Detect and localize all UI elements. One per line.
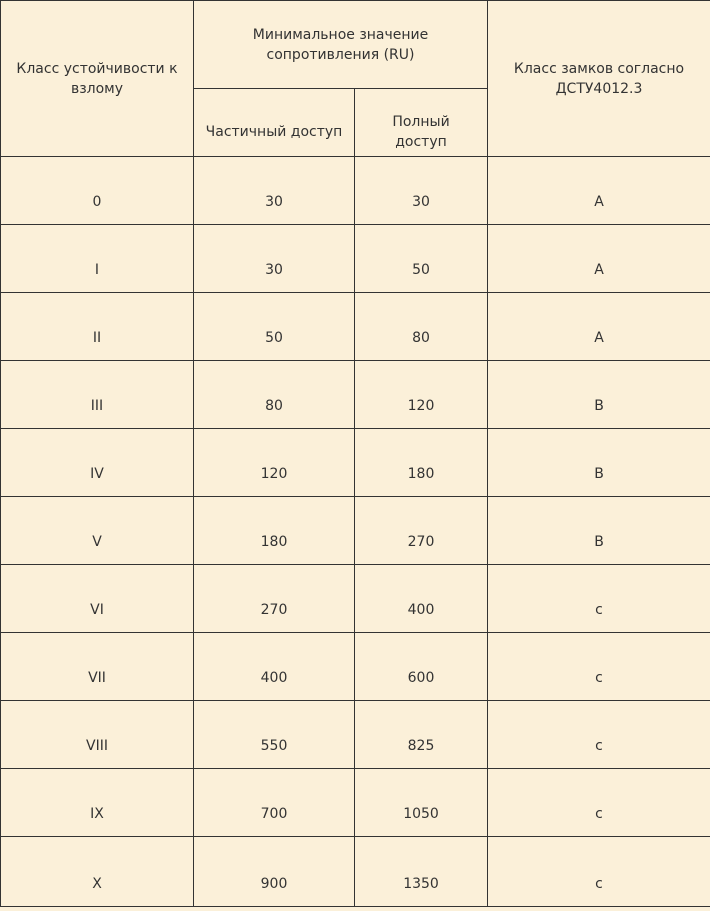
- header-row-top: [1, 1, 710, 89]
- cell-lock: A: [488, 293, 710, 361]
- table-row: [1, 429, 710, 497]
- cell-class: VII: [1, 633, 194, 701]
- cell-class: X: [1, 837, 194, 907]
- cell-lock: c: [488, 837, 710, 907]
- header-full-access: Полный доступ: [355, 89, 488, 157]
- cell-class: II: [1, 293, 194, 361]
- cell-partial: 400: [194, 633, 355, 701]
- table-row: [1, 633, 710, 701]
- table-row: [1, 565, 710, 633]
- cell-lock: B: [488, 361, 710, 429]
- cell-partial: 180: [194, 497, 355, 565]
- table-row: [1, 157, 710, 225]
- cell-lock: B: [488, 497, 710, 565]
- header-class: Класс устойчивости к взлому: [1, 1, 194, 157]
- cell-partial: 550: [194, 701, 355, 769]
- cell-full: 80: [355, 293, 488, 361]
- cell-lock: c: [488, 633, 710, 701]
- cell-full: 600: [355, 633, 488, 701]
- table-row: [1, 769, 710, 837]
- cell-class: VIII: [1, 701, 194, 769]
- cell-full: 270: [355, 497, 488, 565]
- cell-full: 400: [355, 565, 488, 633]
- cell-partial: 900: [194, 837, 355, 907]
- table-row: [1, 293, 710, 361]
- table-row: [1, 361, 710, 429]
- cell-lock: A: [488, 225, 710, 293]
- header-partial-access: Частичный доступ: [194, 89, 355, 157]
- table-row: [1, 701, 710, 769]
- cell-full: 180: [355, 429, 488, 497]
- cell-full: 825: [355, 701, 488, 769]
- cell-lock: c: [488, 701, 710, 769]
- cell-class: I: [1, 225, 194, 293]
- cell-class: III: [1, 361, 194, 429]
- cell-class: V: [1, 497, 194, 565]
- cell-partial: 120: [194, 429, 355, 497]
- table-body: [1, 1, 710, 907]
- cell-partial: 80: [194, 361, 355, 429]
- cell-lock: A: [488, 157, 710, 225]
- cell-full: 1050: [355, 769, 488, 837]
- cell-partial: 50: [194, 293, 355, 361]
- cell-lock: c: [488, 769, 710, 837]
- cell-class: IX: [1, 769, 194, 837]
- header-min-resistance: Минимальное значение сопротивления (RU): [194, 1, 488, 89]
- table-row: [1, 225, 710, 293]
- cell-full: 120: [355, 361, 488, 429]
- cell-full: 30: [355, 157, 488, 225]
- table-row: [1, 497, 710, 565]
- cell-partial: 700: [194, 769, 355, 837]
- cell-class: IV: [1, 429, 194, 497]
- cell-full: 1350: [355, 837, 488, 907]
- cell-full: 50: [355, 225, 488, 293]
- cell-class: 0: [1, 157, 194, 225]
- cell-partial: 30: [194, 157, 355, 225]
- cell-partial: 270: [194, 565, 355, 633]
- cell-partial: 30: [194, 225, 355, 293]
- cell-lock: c: [488, 565, 710, 633]
- cell-lock: B: [488, 429, 710, 497]
- cell-class: VI: [1, 565, 194, 633]
- header-lock-class: Класс замков согласно ДСТУ4012.3: [488, 1, 710, 157]
- table-row: [1, 837, 710, 907]
